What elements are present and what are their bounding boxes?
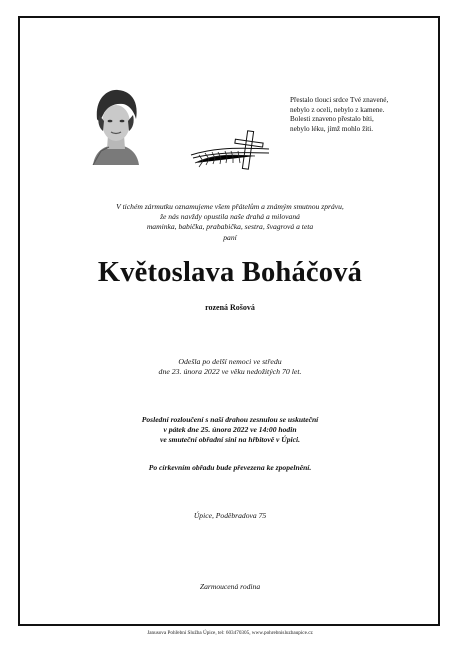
verse-line: Bolesti znaveno přestalo bíti, xyxy=(290,115,374,123)
maiden-name: rozená Rošová xyxy=(205,303,255,312)
death-details xyxy=(0,357,460,377)
funeral-line: ve smuteční obřadní síni na hřbitově v Úpici. xyxy=(159,435,301,445)
cross-with-palm-icon xyxy=(185,125,275,170)
cremation-note: Po církevním obřadu bude převezena ke zpopelnění. xyxy=(148,463,312,472)
deceased-name: Květoslava Boháčová xyxy=(97,257,363,288)
family-address: Úpice, Poděbradova 75 xyxy=(193,511,267,520)
announcement-text xyxy=(40,202,420,243)
funeral-service-footer: Janusova Pohřební Služba Úpice, tel: 603470305, www.pohrebnisluzbaupice.cz xyxy=(147,630,313,636)
funeral-line: v pátek dne 25. února 2022 ve 14:00 hodin xyxy=(163,425,297,435)
funeral-line: Poslední rozloučení s naší drahou zesnulou se uskuteční xyxy=(141,415,319,424)
death-line: dne 23. února 2022 ve věku nedožitých 70 let. xyxy=(158,367,302,377)
intro-line: že nás navždy opustila naše drahá a milovaná xyxy=(160,212,300,222)
funeral-details xyxy=(0,415,460,446)
signature-family: Zarmoucená rodina xyxy=(199,582,261,591)
verse-line: nebylo z oceli, nebylo z kamene. xyxy=(290,105,385,114)
memorial-verse xyxy=(290,96,430,134)
portrait-photo xyxy=(85,85,147,165)
verse-line: nebylo léku, jímž mohlo žíti. xyxy=(290,124,374,133)
intro-line: V tichém zármutku oznamujeme všem přátelům a známým smutnou zprávu, xyxy=(116,202,344,211)
verse-line: Přestalo tlouci srdce Tvé znavené, xyxy=(290,96,389,104)
intro-line: paní xyxy=(223,232,237,242)
intro-line: maminka, babička, prababička, sestra, švagrová a teta xyxy=(146,222,314,232)
death-line: Odešla po delší nemoci ve středu xyxy=(178,357,282,366)
